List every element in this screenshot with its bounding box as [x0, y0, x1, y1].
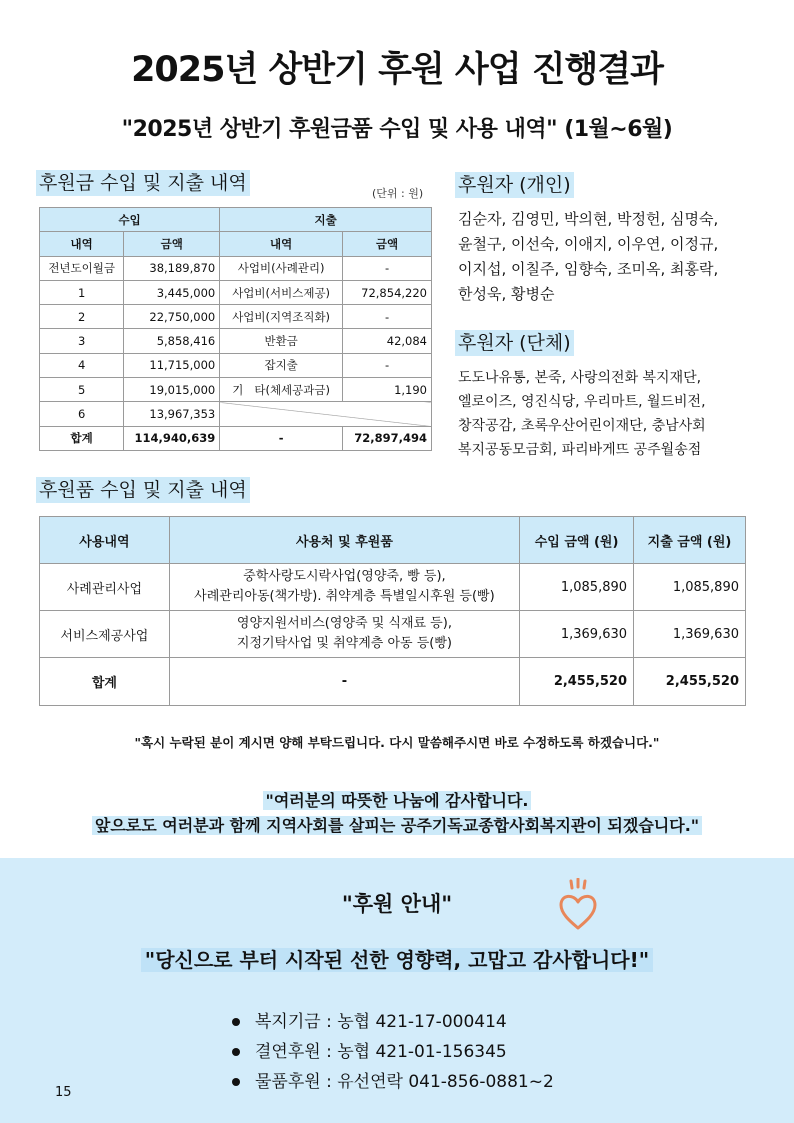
expense-cell: 1,369,630	[634, 611, 746, 658]
table-total-row	[40, 426, 432, 450]
income-cell: 1,085,890	[520, 564, 634, 611]
expense-amount-cell: 72,854,220	[343, 280, 432, 304]
column-header: 사용처 및 후원품	[169, 517, 519, 564]
guide-list-item: 물품후원 : 유선연락 041-856-0881~2	[232, 1067, 554, 1097]
donor-line: 윤철구, 이선숙, 이애지, 이우연, 이정규,	[458, 235, 719, 253]
thanks-line: "여러분의 따뜻한 나눔에 감사합니다.	[263, 791, 532, 810]
donor-line: 창작공감, 초록우산어린이재단, 충남사회	[458, 418, 706, 434]
page-subtitle: "2025년 상반기 후원금품 수입 및 사용 내역" (1월~6월)	[121, 117, 673, 142]
total-expense-item-cell: -	[220, 426, 343, 450]
table-total-row	[40, 658, 746, 706]
total-income-cell: 2,455,520	[520, 658, 634, 706]
column-header: 금액	[124, 232, 220, 256]
use-cell: 사례관리사업	[40, 564, 170, 611]
table-row	[40, 402, 432, 426]
donor-line: 복지공동모금회, 파리바게뜨 공주월송점	[458, 442, 702, 458]
money-section-heading: 후원금 수입 및 지출 내역	[36, 170, 250, 196]
page-number: 15	[55, 1085, 72, 1100]
expense-amount-cell: -	[343, 353, 432, 377]
total-expense-cell: 2,455,520	[634, 658, 746, 706]
desc-line: 지정기탁사업 및 취약계층 아동 등(빵)	[236, 636, 452, 651]
individual-donors-heading: 후원자 (개인)	[455, 172, 574, 198]
table-row	[40, 611, 746, 658]
income-item-cell: 2	[40, 305, 124, 329]
omission-note: "혹시 누락된 분이 계시면 양해 부탁드립니다. 다시 말씀해주시면 바로 수정하도록 하겠습니다."	[134, 735, 660, 750]
table-row	[40, 329, 432, 353]
expense-amount-cell: -	[343, 256, 432, 280]
thanks-message	[0, 788, 794, 838]
total-expense-cell: 72,897,494	[343, 426, 432, 450]
page-title: 2025년 상반기 후원 사업 진행결과	[131, 50, 663, 90]
donor-line: 김순자, 김영민, 박의현, 박정헌, 심명숙,	[458, 210, 719, 228]
guide-subtitle-text: "당신으로 부터 시작된 선한 영향력, 고맙고 감사합니다!"	[141, 948, 653, 972]
income-amount-cell: 3,445,000	[124, 280, 220, 304]
income-item-cell: 3	[40, 329, 124, 353]
income-amount-cell: 13,967,353	[124, 402, 220, 426]
goods-section-heading: 후원품 수입 및 지출 내역	[36, 477, 250, 503]
income-item-cell: 6	[40, 402, 124, 426]
desc-line: 사례관리아동(책가방). 취약계층 특별일시후원 등(빵)	[194, 589, 495, 604]
group-donors-list	[458, 366, 788, 462]
income-amount-cell: 38,189,870	[124, 256, 220, 280]
use-cell: 서비스제공사업	[40, 611, 170, 658]
column-header: 내역	[40, 232, 124, 256]
column-header: 사용내역	[40, 517, 170, 564]
table-row	[40, 378, 432, 402]
desc-line: 영양지원서비스(영양죽 및 식재료 등),	[236, 616, 452, 631]
donor-line: 도도나유통, 본죽, 사랑의전화 복지재단,	[458, 370, 702, 386]
guide-list-item: 복지기금 : 농협 421-17-000414	[232, 1007, 554, 1037]
table-row	[40, 305, 432, 329]
group-donors-heading: 후원자 (단체)	[455, 330, 574, 356]
income-group-header: 수입	[40, 208, 220, 232]
expense-item-cell: 기 타(체세공과금)	[220, 378, 343, 402]
table-row	[40, 256, 432, 280]
expense-item-cell: 사업비(사례관리)	[220, 256, 343, 280]
expense-group-header: 지출	[220, 208, 432, 232]
expense-cell: 1,085,890	[634, 564, 746, 611]
column-header: 수입 금액 (원)	[520, 517, 634, 564]
income-amount-cell: 22,750,000	[124, 305, 220, 329]
expense-item-cell: 사업비(서비스제공)	[220, 280, 343, 304]
unit-label: (단위 : 원)	[372, 187, 424, 200]
individual-donors-list	[458, 207, 788, 307]
income-item-cell: 5	[40, 378, 124, 402]
table-row	[40, 564, 746, 611]
desc-cell	[169, 611, 519, 658]
guide-list	[232, 1007, 554, 1097]
desc-cell	[169, 564, 519, 611]
table-row	[40, 280, 432, 304]
income-amount-cell: 11,715,000	[124, 353, 220, 377]
donor-line: 엘로이즈, 영진식당, 우리마트, 월드비전,	[458, 394, 706, 410]
expense-amount-cell: 1,190	[343, 378, 432, 402]
income-item-cell: 4	[40, 353, 124, 377]
expense-amount-cell: -	[343, 305, 432, 329]
expense-item-cell: 잡지출	[220, 353, 343, 377]
total-label-cell: 합계	[40, 658, 170, 706]
money-table	[39, 207, 432, 451]
column-header: 지출 금액 (원)	[634, 517, 746, 564]
guide-subtitle	[0, 944, 794, 973]
column-header: 내역	[220, 232, 343, 256]
desc-line: 중학사랑도시락사업(영양죽, 빵 등),	[243, 569, 446, 584]
expense-item-cell: 사업비(지역조직화)	[220, 305, 343, 329]
table-column-header-row	[40, 232, 432, 256]
expense-amount-cell: 42,084	[343, 329, 432, 353]
empty-diagonal-cell	[220, 402, 432, 426]
total-desc-cell: -	[169, 658, 519, 706]
donor-line: 이지섭, 이칠주, 임향숙, 조미옥, 최홍락,	[458, 260, 719, 278]
column-header: 금액	[343, 232, 432, 256]
expense-item-cell: 반환금	[220, 329, 343, 353]
income-item-cell: 전년도이월금	[40, 256, 124, 280]
income-item-cell: 1	[40, 280, 124, 304]
donor-line: 한성욱, 황병순	[458, 285, 555, 303]
total-income-cell: 114,940,639	[124, 426, 220, 450]
guide-list-item: 결연후원 : 농협 421-01-156345	[232, 1037, 554, 1067]
table-group-header-row	[40, 208, 432, 232]
income-amount-cell: 19,015,000	[124, 378, 220, 402]
income-cell: 1,369,630	[520, 611, 634, 658]
thanks-line: 앞으로도 여러분과 함께 지역사회를 살피는 공주기독교종합사회복지관이 되겠습니다."	[92, 816, 702, 835]
total-label-cell: 합계	[40, 426, 124, 450]
table-row	[40, 353, 432, 377]
goods-table	[39, 516, 746, 706]
heart-icon	[553, 878, 603, 934]
guide-title: "후원 안내"	[341, 892, 453, 916]
table-header-row	[40, 517, 746, 564]
income-amount-cell: 5,858,416	[124, 329, 220, 353]
